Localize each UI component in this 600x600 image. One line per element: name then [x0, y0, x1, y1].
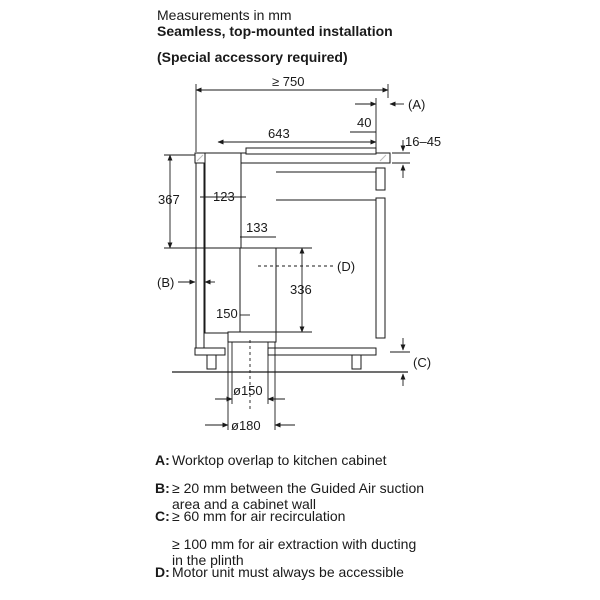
- legend-d-key: D:: [155, 564, 170, 580]
- accessory-note: (Special accessory required): [157, 49, 348, 65]
- cabinet-front-lower: [376, 198, 385, 338]
- dim-133: 133: [246, 220, 268, 235]
- legend-d-text: Motor unit must always be accessible: [172, 564, 404, 580]
- dim-336: 336: [290, 282, 312, 297]
- dim-150: 150: [216, 306, 238, 321]
- motor-unit: [240, 248, 276, 332]
- callout-b: (B): [157, 275, 175, 290]
- dim-123: 123: [213, 189, 235, 204]
- legend-b-text-2: area and a cabinet wall: [172, 496, 316, 512]
- dim-diam150: ø150: [233, 383, 263, 398]
- cabinet-left-wall: [196, 163, 204, 348]
- dim-16-45: 16–45: [405, 134, 442, 149]
- legend-a: [155, 452, 387, 468]
- legend-c-text-2: ≥ 100 mm for air extraction with ducting: [172, 536, 417, 552]
- legend-c-key: C:: [155, 508, 170, 524]
- dim-367: 367: [158, 192, 180, 207]
- callout-a: (A): [408, 97, 426, 112]
- dim-40: 40: [357, 115, 372, 130]
- installation-title: Seamless, top-mounted installation: [157, 23, 393, 39]
- legend-b-key: B:: [155, 480, 170, 496]
- legend-a-key: A:: [155, 452, 170, 468]
- dim-643: 643: [268, 126, 290, 141]
- cabinet-front-upper: [376, 168, 385, 190]
- dim-750: ≥ 750: [272, 74, 305, 89]
- right-leg: [352, 355, 361, 369]
- legend-c-text-3: in the plinth: [172, 552, 244, 568]
- dim-diam180: ø180: [231, 418, 261, 433]
- callout-d: (D): [337, 259, 356, 274]
- cabinet-bottom-left: [195, 348, 225, 355]
- cooktop: [246, 148, 376, 154]
- legend-d: [155, 564, 404, 580]
- legend-a-text: Worktop overlap to kitchen cabinet: [172, 452, 387, 468]
- legend-c-text-1: ≥ 60 mm for air recirculation: [172, 508, 346, 524]
- measurements-note: Measurements in mm: [157, 7, 292, 23]
- callout-c: (C): [413, 355, 432, 370]
- motor-base: [228, 332, 276, 342]
- legend-b-text-1: ≥ 20 mm between the Guided Air suction: [172, 480, 425, 496]
- legend-c: [155, 508, 345, 524]
- cabinet-bottom-right: [268, 348, 376, 355]
- left-leg: [207, 355, 216, 369]
